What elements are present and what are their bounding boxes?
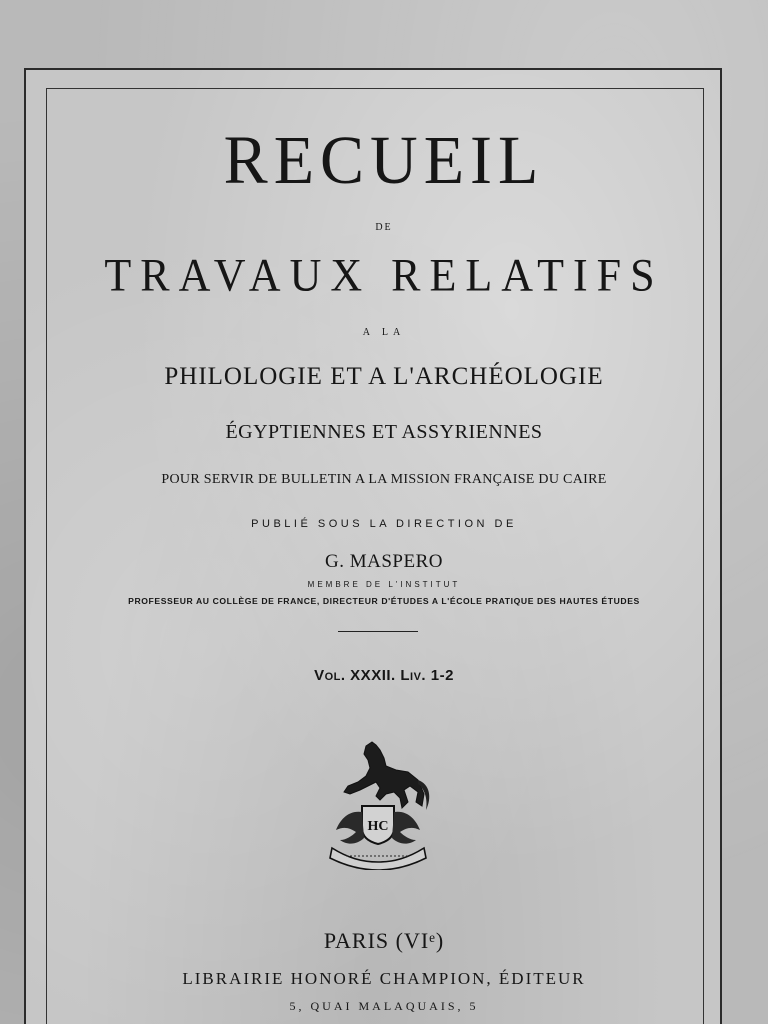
address-line: 5, QUAI MALAQUAIS, 5 — [289, 999, 479, 1013]
subtitle: TRAVAUX RELATIFS — [104, 249, 664, 302]
editor-title-2: PROFESSEUR AU COLLÈGE DE FRANCE, DIRECTEUR D'ÉTUDES A L'ÉCOLE PRATIQUE DES HAUTES ÉTUDES — [128, 596, 640, 606]
horse-crest-emblem-icon — [318, 736, 438, 870]
main-title: RECUEIL — [223, 122, 545, 199]
city-line: PARIS (VIᵉ) — [323, 928, 445, 953]
publisher-line: LIBRAIRIE HONORÉ CHAMPION, ÉDITEUR — [182, 969, 586, 988]
subject-line-2: ÉGYPTIENNES ET ASSYRIENNES — [225, 421, 543, 443]
volume-line: Vol. XXXII. Liv. 1-2 — [314, 667, 454, 684]
title-page — [24, 68, 722, 1024]
horse-figure — [344, 742, 424, 808]
editor-name: G. MASPERO — [325, 551, 443, 572]
crest-monogram: HC — [367, 819, 389, 834]
editor-title-1: MEMBRE DE L'INSTITUT — [307, 580, 461, 589]
connector-de: DE — [375, 222, 393, 233]
divider-rule — [338, 631, 418, 632]
connector-a-la: A LA — [362, 327, 406, 338]
purpose-line: POUR SERVIR DE BULLETIN A LA MISSION FRANÇAISE DU CAIRE — [161, 472, 607, 487]
crest-ribbon — [330, 848, 426, 870]
subject-line-1: PHILOLOGIE ET A L'ARCHÉOLOGIE — [164, 363, 604, 390]
published-under-line: PUBLIÉ SOUS LA DIRECTION DE — [251, 518, 517, 530]
